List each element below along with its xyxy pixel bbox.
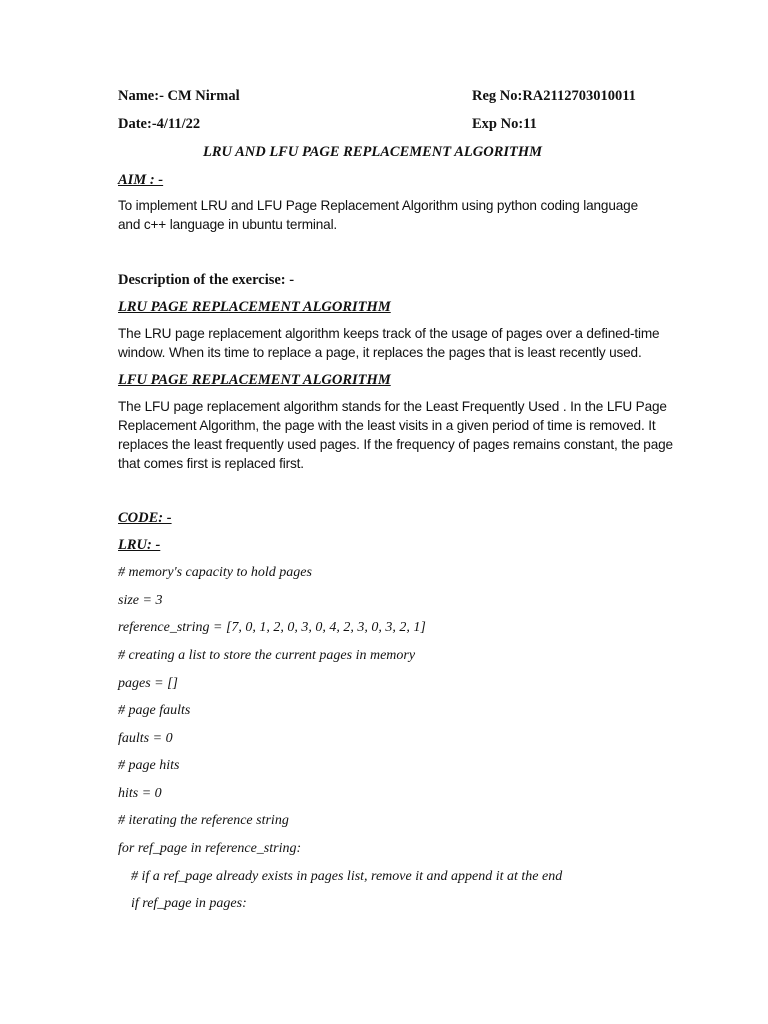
lfu-description-line: The LFU page replacement algorithm stands for the Least Frequently Used . In the LFU Page: [118, 399, 667, 414]
aim-heading: AIM : -: [118, 172, 164, 188]
code-line: reference_string = [7, 0, 1, 2, 0, 3, 0, 4, 2, 3, 0, 3, 2, 1]: [118, 620, 426, 635]
code-line: # page hits: [118, 758, 180, 773]
description-heading: Description of the exercise: -: [118, 272, 295, 288]
code-line: # iterating the reference string: [118, 813, 289, 828]
aim-line: To implement LRU and LFU Page Replacement Algorithm using python coding language: [118, 198, 638, 213]
experiment-number: Exp No:11: [472, 116, 537, 132]
document-title: LRU AND LFU PAGE REPLACEMENT ALGORITHM: [203, 144, 543, 160]
lfu-description-line: Replacement Algorithm, the page with the least visits in a given period of time is removed. It: [118, 418, 656, 433]
lru-description-line: The LRU page replacement algorithm keeps track of the usage of pages over a defined-time: [118, 326, 660, 341]
registration-number: Reg No:RA2112703010011: [472, 88, 636, 104]
aim-line: and c++ language in ubuntu terminal.: [118, 217, 338, 232]
student-name: Name:- CM Nirmal: [118, 88, 240, 104]
code-line: faults = 0: [118, 731, 173, 746]
lfu-section-heading: LFU PAGE REPLACEMENT ALGORITHM: [118, 372, 391, 388]
code-line: if ref_page in pages:: [131, 896, 247, 911]
code-heading: CODE: -: [118, 510, 172, 526]
lfu-description-line: that comes first is replaced first.: [118, 456, 304, 471]
code-line: pages = []: [118, 676, 179, 691]
code-line: # page faults: [118, 703, 191, 718]
code-line: # memory's capacity to hold pages: [118, 565, 312, 580]
lfu-description-line: replaces the least frequently used pages. If the frequency of pages remains constant, the page: [118, 437, 673, 452]
code-line: hits = 0: [118, 786, 162, 801]
code-line: # creating a list to store the current pages in memory: [118, 648, 416, 663]
lru-section-heading: LRU PAGE REPLACEMENT ALGORITHM: [118, 299, 391, 315]
code-line: for ref_page in reference_string:: [118, 841, 302, 856]
experiment-date: Date:-4/11/22: [118, 116, 201, 132]
code-line: # if a ref_page already exists in pages list, remove it and append it at the end: [131, 869, 563, 884]
lru-code-heading: LRU: -: [118, 537, 161, 553]
lru-description-line: window. When its time to replace a page, it replaces the pages that is least recently used.: [118, 345, 642, 360]
code-line: size = 3: [118, 593, 163, 608]
